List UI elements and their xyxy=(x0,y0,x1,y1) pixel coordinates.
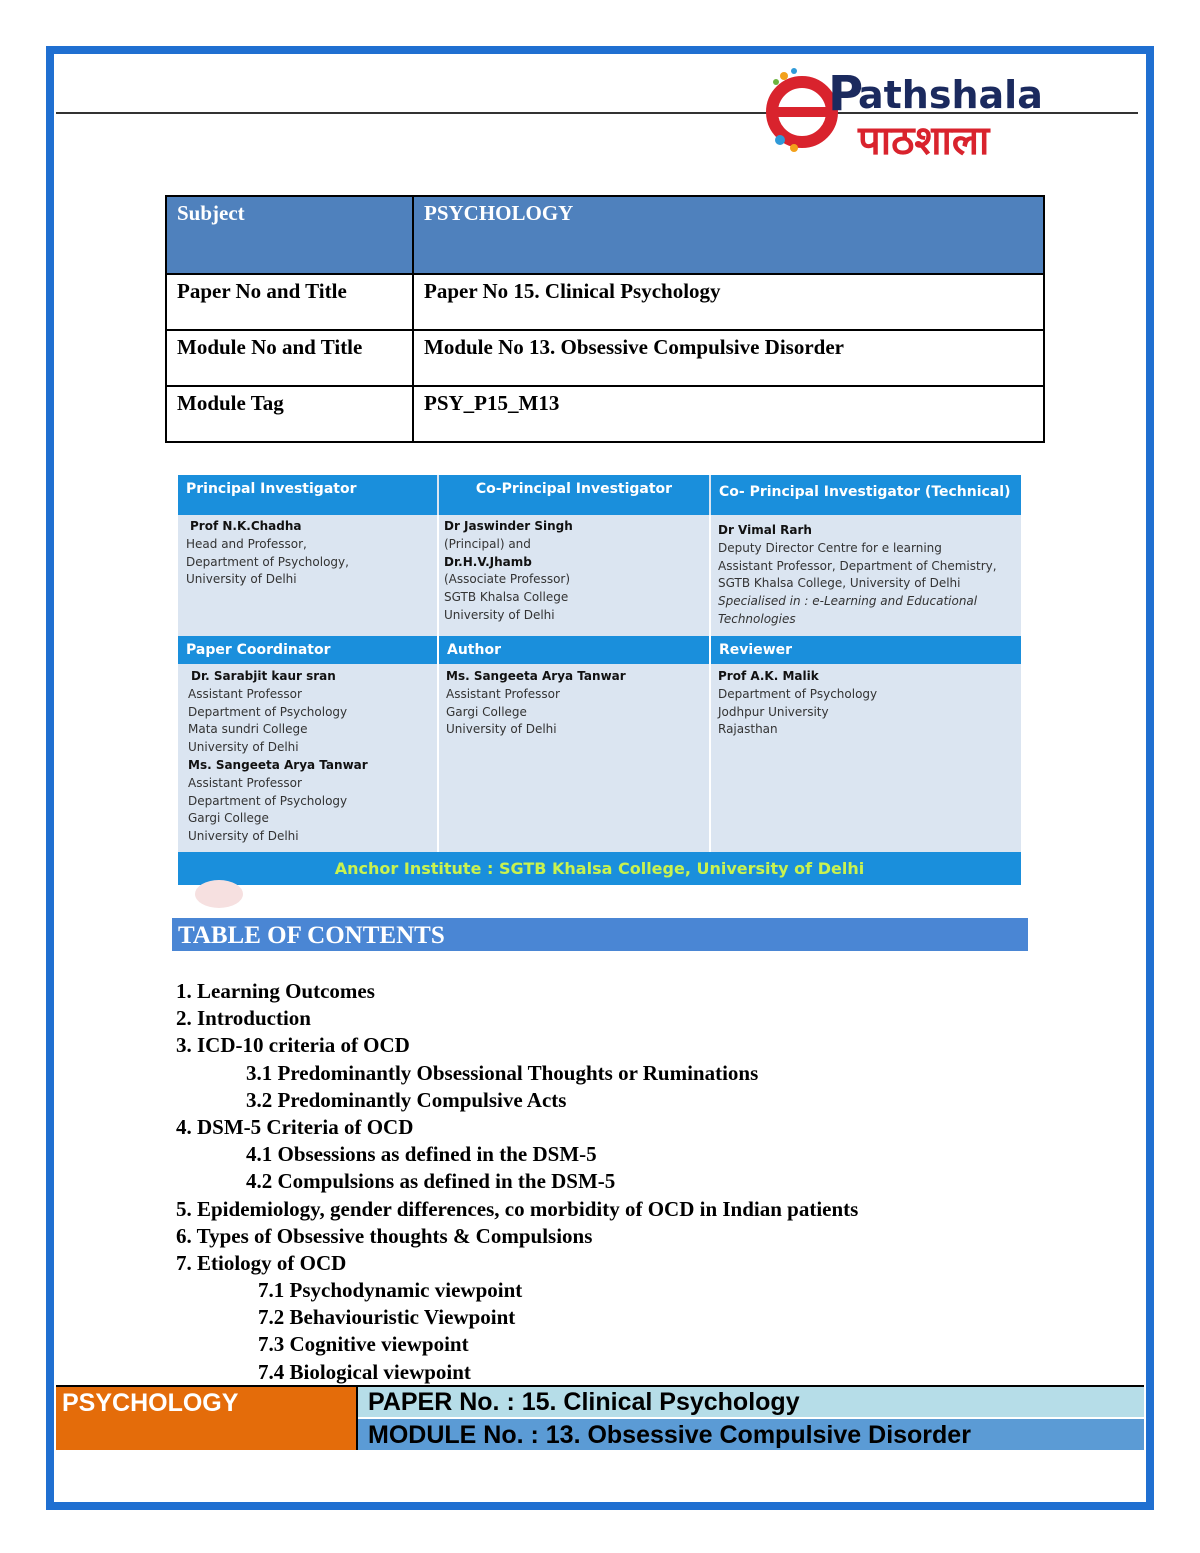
reviewer-title: Reviewer xyxy=(711,636,1021,664)
copi-technical-line: Assistant Professor, Department of Chemistry, xyxy=(718,558,997,573)
toc-list xyxy=(176,978,858,1386)
reviewer-line: Rajasthan xyxy=(718,722,778,737)
coordinator-line: Department of Psychology xyxy=(188,704,348,719)
copi-name-1: Dr Jaswinder Singh xyxy=(444,519,573,533)
copi-technical-line: Deputy Director Centre for e learning xyxy=(718,540,942,555)
coordinator-line: University of Delhi xyxy=(188,740,299,755)
toc-item: 1. Learning Outcomes xyxy=(176,979,375,1003)
author-line: University of Delhi xyxy=(446,722,557,737)
coordinator-line: Assistant Professor xyxy=(188,775,302,790)
logo-letter: P xyxy=(828,66,864,122)
column-divider xyxy=(437,515,439,852)
toc-heading: TABLE OF CONTENTS xyxy=(172,918,1028,951)
footer-subject: PSYCHOLOGY xyxy=(56,1387,356,1450)
pi-details xyxy=(186,518,349,589)
copi-technical-specialisation: Technologies xyxy=(718,611,796,626)
toc-item: 3.2 Predominantly Compulsive Acts xyxy=(246,1087,567,1112)
copi-line: University of Delhi xyxy=(444,607,555,622)
copi-line: (Principal) and xyxy=(444,536,531,551)
logo-devanagari-text: पाठशाला xyxy=(858,118,990,164)
table-row xyxy=(166,274,1044,330)
coordinator-details xyxy=(188,668,368,846)
reviewer-details xyxy=(718,668,877,739)
paper-value: Paper No 15. Clinical Psychology xyxy=(413,274,1044,330)
copi-title: Co-Principal Investigator xyxy=(439,475,709,515)
pi-line: Head and Professor, xyxy=(186,536,307,551)
toc-item: 7. Etiology of OCD xyxy=(176,1250,347,1275)
author-name: Ms. Sangeeta Arya Tanwar xyxy=(446,669,626,683)
author-line: Gargi College xyxy=(446,704,527,719)
copi-name-2: Dr.H.V.Jhamb xyxy=(444,554,532,569)
toc-item: 7.2 Behaviouristic Viewpoint xyxy=(258,1305,516,1330)
toc-item: 7.1 Psychodynamic viewpoint xyxy=(258,1278,523,1303)
subject-value: PSYCHOLOGY xyxy=(413,196,1044,274)
toc-item: 3. ICD-10 criteria of OCD xyxy=(176,1033,410,1058)
copi-details xyxy=(444,518,573,625)
reviewer-line: Department of Psychology xyxy=(718,686,878,701)
copi-technical-specialisation: Specialised in : e-Learning and Educational xyxy=(718,594,978,609)
pi-line: University of Delhi xyxy=(186,572,297,587)
epathshala-logo xyxy=(750,62,1110,172)
table-row xyxy=(166,330,1044,386)
footer-module: MODULE No. : 13. Obsessive Compulsive Disorder xyxy=(358,1419,1144,1450)
toc-item: 4.2 Compulsions as defined in the DSM-5 xyxy=(246,1169,616,1194)
table-row xyxy=(166,386,1044,442)
logo-latin-text: athshala xyxy=(858,73,1043,117)
author-details xyxy=(446,668,626,739)
module-label: Module No and Title xyxy=(166,330,413,386)
subject-label: Subject xyxy=(166,196,413,274)
paper-label: Paper No and Title xyxy=(166,274,413,330)
toc-item: 7.3 Cognitive viewpoint xyxy=(258,1332,469,1357)
coordinator-name-2: Ms. Sangeeta Arya Tanwar xyxy=(188,757,368,772)
toc-item: 5. Epidemiology, gender differences, co morbidity of OCD in Indian patients xyxy=(176,1196,859,1221)
coordinator-line: Mata sundri College xyxy=(188,722,308,737)
copi-line: SGTB Khalsa College xyxy=(444,590,569,605)
coordinator-name-1: Dr. Sarabjit kaur sran xyxy=(191,669,336,683)
module-value: Module No 13. Obsessive Compulsive Disorder xyxy=(413,330,1044,386)
reviewer-name: Prof A.K. Malik xyxy=(718,669,819,683)
toc-item: 4.1 Obsessions as defined in the DSM-5 xyxy=(246,1142,597,1167)
coordinator-line: Gargi College xyxy=(188,811,269,826)
pi-title: Principal Investigator xyxy=(178,475,437,515)
author-title: Author xyxy=(439,636,709,664)
toc-item: 3.1 Predominantly Obsessional Thoughts or Ruminations xyxy=(246,1060,759,1085)
author-line: Assistant Professor xyxy=(446,686,560,701)
toc-item: 4. DSM-5 Criteria of OCD xyxy=(176,1114,414,1139)
copi-technical-details xyxy=(718,522,997,629)
footer-paper: PAPER No. : 15. Clinical Psychology xyxy=(358,1387,1144,1417)
coordinator-title: Paper Coordinator xyxy=(178,636,437,664)
column-divider xyxy=(709,515,711,852)
credits-panel xyxy=(178,475,1021,885)
anchor-institute: Anchor Institute : SGTB Khalsa College, University of Delhi xyxy=(178,852,1021,885)
module-info-table xyxy=(165,195,1045,443)
coordinator-line: Department of Psychology xyxy=(188,793,348,808)
copi-technical-title: Co- Principal Investigator (Technical) xyxy=(711,475,1021,515)
pi-name: Prof N.K.Chadha xyxy=(190,519,302,533)
module-tag-label: Module Tag xyxy=(166,386,413,442)
coordinator-line: Assistant Professor xyxy=(188,686,302,701)
coordinator-line: University of Delhi xyxy=(188,829,299,844)
copi-line: (Associate Professor) xyxy=(444,572,571,587)
watermark-mark xyxy=(195,880,243,908)
table-row xyxy=(166,196,1044,274)
copi-technical-name: Dr Vimal Rarh xyxy=(718,523,812,537)
copi-technical-line: SGTB Khalsa College, University of Delhi xyxy=(718,576,961,591)
reviewer-line: Jodhpur University xyxy=(718,704,829,719)
pi-line: Department of Psychology, xyxy=(186,554,349,569)
toc-item: 6. Types of Obsessive thoughts & Compulsions xyxy=(176,1223,593,1248)
toc-item: 7.4 Biological viewpoint xyxy=(258,1359,471,1384)
toc-item: 2. Introduction xyxy=(176,1006,311,1031)
module-tag-value: PSY_P15_M13 xyxy=(413,386,1044,442)
